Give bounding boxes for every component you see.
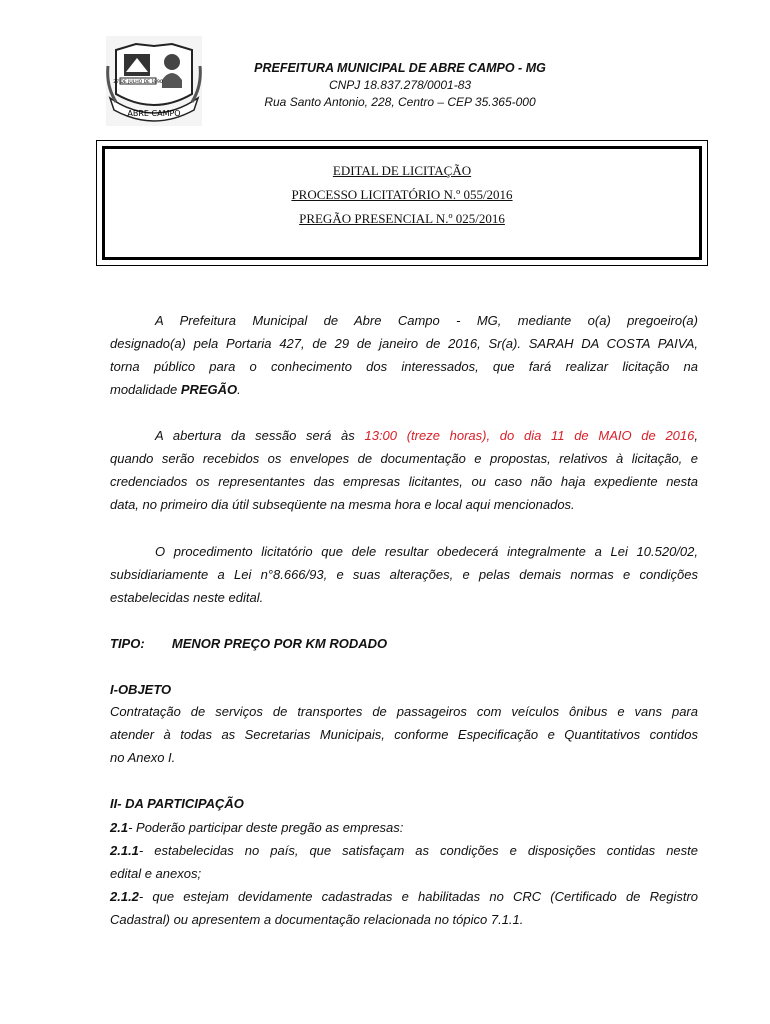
edital-title: EDITAL DE LICITAÇÃO bbox=[332, 163, 472, 178]
session-line: data, no primeiro dia útil subseqüente na mesma hora e local aqui mencionados. bbox=[110, 497, 575, 512]
session-date-highlight: 13:00 (treze horas), do dia 11 de MAIO de 2016 bbox=[364, 428, 695, 443]
session-paragraph bbox=[110, 424, 698, 516]
intro-line: torna público para o conhecimento dos interessados, que fará realizar licitação na bbox=[110, 359, 698, 374]
processo-number: PROCESSO LICITATÓRIO N.º 055/2016 bbox=[291, 187, 513, 202]
legal-line: estabelecidas neste edital. bbox=[110, 590, 264, 605]
municipality-name: PREFEITURA MUNICIPAL DE ABRE CAMPO - MG bbox=[254, 61, 546, 75]
objeto-heading: I-OBJETO bbox=[110, 682, 172, 697]
legal-paragraph bbox=[110, 540, 698, 609]
objeto-line: Contratação de serviços de transportes de passageiros com veículos ônibus e vans para bbox=[110, 704, 698, 719]
objeto-line: no Anexo I. bbox=[110, 750, 176, 765]
legal-line: O procedimento licitatório que dele resultar obedecerá integralmente a Lei 10.520/02, bbox=[155, 544, 698, 559]
intro-line: modalidade bbox=[110, 382, 181, 397]
objeto-line: atender à todas as Secretarias Municipais, conforme Especificação e Quantitativos contidos bbox=[110, 727, 698, 742]
tipo-row bbox=[110, 636, 387, 651]
modalidade-pregao: PREGÃO bbox=[180, 382, 238, 397]
item-text: Cadastral) ou apresentem a documentação relacionada no tópico 7.1.1. bbox=[110, 912, 524, 927]
letterhead bbox=[210, 60, 590, 111]
pregao-number: PREGÃO PRESENCIAL N.º 025/2016 bbox=[299, 211, 505, 226]
crest-date-text: 27 DE JULHO DE 1890 bbox=[113, 80, 163, 85]
item-number: 2.1.1 bbox=[110, 843, 139, 858]
tipo-label: TIPO: bbox=[110, 636, 145, 651]
crest-city-text: ABRE CAMPO bbox=[127, 109, 181, 118]
address-line: Rua Santo Antonio, 228, Centro – CEP 35.365-000 bbox=[264, 95, 536, 109]
objeto-paragraph bbox=[110, 700, 698, 769]
item-number: 2.1.2 bbox=[110, 889, 139, 904]
intro-line: designado(a) pela Portaria 427, de 29 de janeiro de 2016, Sr(a). SARAH DA COSTA PAIVA, bbox=[110, 336, 698, 351]
session-line: credenciados os representantes das empresas licitantes, ou caso não haja expediente nesta bbox=[110, 474, 698, 489]
tipo-value: MENOR PREÇO POR KM RODADO bbox=[171, 636, 388, 651]
item-text: - que estejam devidamente cadastradas e habilitadas no CRC (Certificado de Registro bbox=[138, 889, 698, 904]
intro-paragraph bbox=[110, 309, 698, 401]
session-line: quando serão recebidos os envelopes de documentação e propostas, relativos à licitação, e bbox=[110, 451, 698, 466]
title-box bbox=[96, 140, 708, 266]
session-line: A abertura da sessão será às bbox=[155, 428, 365, 443]
item-text: - estabelecidas no país, que satisfaçam as condições e disposições contidas neste bbox=[138, 843, 698, 858]
punctuation: , bbox=[694, 428, 698, 443]
participacao-heading: II- DA PARTICIPAÇÃO bbox=[110, 796, 244, 811]
municipal-crest-logo bbox=[106, 36, 202, 126]
legal-line: subsidiariamente a Lei n°8.666/93, e suas alterações, e pelas demais normas e condições bbox=[110, 567, 698, 582]
intro-line: A Prefeitura Municipal de Abre Campo - MG, mediante o(a) pregoeiro(a) bbox=[155, 313, 698, 328]
item-text: edital e anexos; bbox=[110, 866, 202, 881]
item-number: 2.1 bbox=[110, 820, 129, 835]
participacao-paragraph bbox=[110, 816, 698, 931]
punctuation: . bbox=[237, 382, 241, 397]
item-text: - Poderão participar deste pregão as empresas: bbox=[128, 820, 404, 835]
cnpj-line: CNPJ 18.837.278/0001-83 bbox=[328, 78, 472, 92]
